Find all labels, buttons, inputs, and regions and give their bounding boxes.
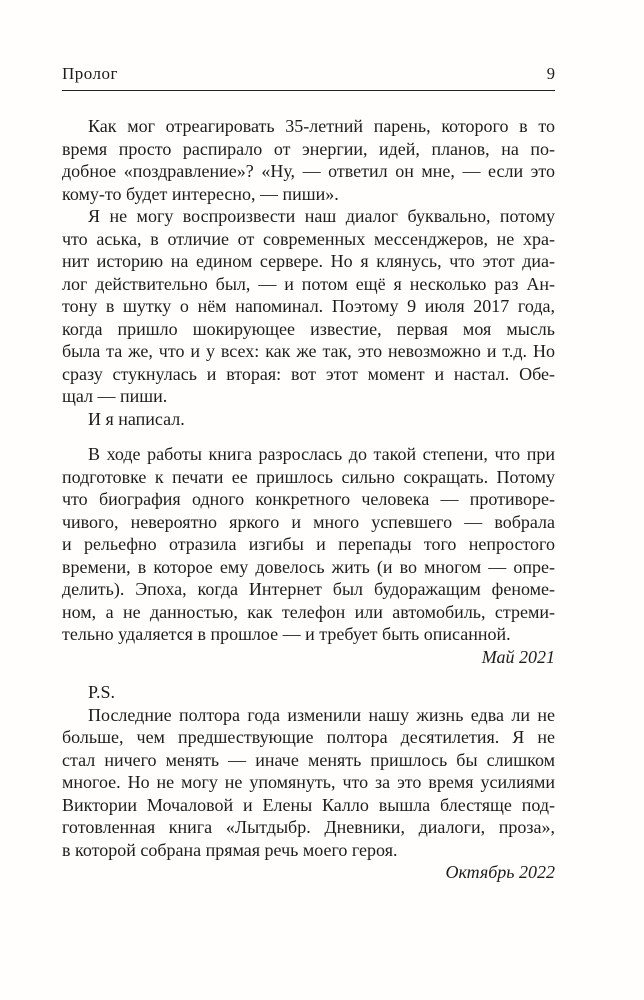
text-line: была та же, что и у всех: как же так, это невозможно и т.д. Но: [62, 341, 555, 361]
page-body: [62, 115, 555, 884]
text-line: многое. Но не могу не упомянуть, что за это время усилиями: [62, 772, 555, 792]
text-line: времени, в которое ему довелось жить (и во многом — опре-: [62, 556, 555, 577]
running-title: Пролог: [62, 64, 119, 83]
text-line: что аська, в отличие от современных мессенджеров, не хра-: [62, 228, 555, 249]
paragraph: [62, 205, 555, 408]
text-line: подготовке к печати ее пришлось сильно сокращать. Потому: [62, 466, 555, 487]
paragraph: [62, 115, 555, 205]
text-line: сразу стукнулась и вторая: вот этот момент и настал. Обе-: [62, 363, 555, 384]
date-line: Май 2021: [481, 646, 555, 667]
paragraph: [62, 704, 555, 862]
text-line: тону в шутку о нём напоминал. Поэтому 9 июля 2017 года,: [62, 296, 555, 316]
text-line: чивого, невероятно яркого и много успевшего — вобрала: [62, 511, 555, 532]
paragraph: [62, 408, 555, 431]
text-line: Как мог отреагировать 35-летний парень, которого в то: [88, 116, 555, 136]
text-line: больше, чем предшествующие полтора десятилетия. Я не: [62, 727, 555, 747]
text-line: нит историю на едином сервере. Но я клянусь, что этот диа-: [62, 251, 555, 271]
text-line: добное «поздравление»? «Ну, — ответил он мне, — если это: [62, 161, 555, 181]
text-line: в которой собрана прямая речь моего героя.: [62, 839, 398, 860]
header-rule: [62, 90, 555, 91]
text-line: Я не могу воспроизвести наш диалог буквально, потому: [88, 206, 555, 226]
text-line: ном, а не данностью, как телефон или автомобиль, стреми-: [62, 601, 555, 622]
page-number: 9: [546, 64, 555, 83]
date-line: Октябрь 2022: [445, 862, 555, 882]
text-line: стал ничего менять — иначе менять пришлось бы слишком: [62, 749, 555, 770]
text-line: делить). Эпоха, когда Интернет был будоражащим феноме-: [62, 579, 555, 599]
text-line: кому-то будет интересно, — пиши».: [62, 183, 339, 204]
text-line: когда пришло шокирующее известие, первая моя мысль: [62, 318, 555, 339]
text-line: тельно удаляется в прошлое — и требует быть описанной.: [62, 624, 511, 644]
text-line: Последние полтора года изменили нашу жизнь едва ли не: [88, 704, 555, 725]
text-line: лог действительно был, — и потом ещё я несколько раз Ан-: [62, 273, 555, 294]
text-line: Виктории Мочаловой и Елены Калло вышла блестяще под-: [62, 794, 555, 815]
text-line: В ходе работы книга разрослась до такой степени, что при: [88, 444, 555, 464]
paragraph: [62, 443, 555, 646]
text-line: щал — пиши.: [62, 386, 168, 406]
text-line: и рельефно отразила изгибы и перепады того непростого: [62, 534, 555, 554]
text-line: И я написал.: [88, 408, 185, 429]
paragraph: [62, 681, 555, 704]
text-line: готовленная книга «Лытдыбр. Дневники, диалоги, проза»,: [62, 817, 555, 837]
text-line: P.S.: [88, 682, 116, 702]
text-line: время просто распирало от энергии, идей, планов, на по-: [62, 138, 555, 159]
page-header: [62, 64, 555, 84]
text-line: что биография одного конкретного человека — противоре-: [62, 489, 555, 509]
